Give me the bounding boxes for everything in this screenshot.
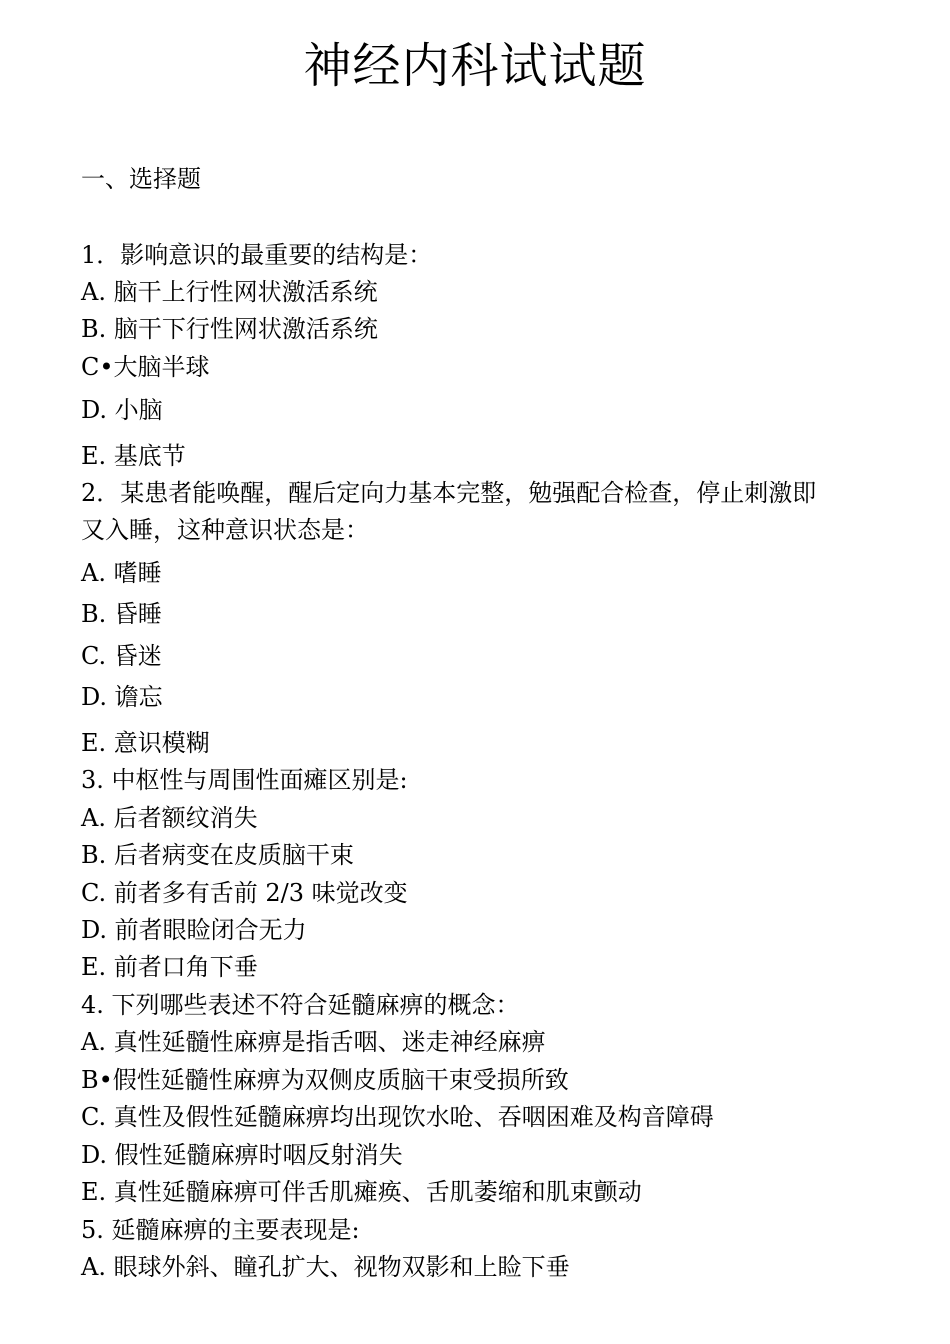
option-line: B. 后者病变在皮质脑干束 [81,841,354,869]
question-5: 5. 延髓麻痹的主要表现是: [81,1216,360,1244]
question-2: 2．某患者能唤醒，醒后定向力基本完整，勉强配合检查，停止刺激即 [81,479,817,507]
option-line: A. 真性延髓性麻痹是指舌咽、迷走神经麻痹 [81,1028,546,1056]
option-line: B•假性延髓性麻痹为双侧皮质脑干束受损所致 [81,1066,569,1094]
option-line: C. 真性及假性延髓麻痹均出现饮水呛、吞咽困难及构音障碍 [81,1103,714,1131]
section-heading: 一、选择题 [81,165,201,193]
option-line: B. 昏睡 [81,600,162,628]
option-line: B. 脑干下行性网状激活系统 [81,315,378,343]
option-line: D. 前者眼睑闭合无力 [81,916,307,944]
option-line: A. 眼球外斜、瞳孔扩大、视物双影和上睑下垂 [81,1253,570,1281]
question-4: 4. 下列哪些表述不符合延髓麻痹的概念： [81,991,520,1019]
option-line: A. 后者额纹消失 [81,804,258,832]
document-title: 神经内科试试题 [303,38,647,94]
option-line: D. 小脑 [81,396,163,424]
option-line: C. 前者多有舌前 2/3 味觉改变 [81,879,408,907]
option-line: E. 基底节 [81,442,186,470]
option-line: E. 意识模糊 [81,729,210,757]
question-3: 3. 中枢性与周围性面瘫区别是: [81,766,408,794]
question-1: 1．影响意识的最重要的结构是： [81,241,433,269]
option-line: C•大脑半球 [81,353,210,381]
option-line: A. 嗜睡 [81,559,162,587]
option-line: D. 谵忘 [81,683,163,711]
question-2-continued: 又入睡，这种意识状态是： [81,516,369,544]
option-line: C. 昏迷 [81,642,162,670]
option-line: E. 真性延髓麻痹可伴舌肌瘫痪、舌肌萎缩和肌束颤动 [81,1178,642,1206]
option-line: E. 前者口角下垂 [81,953,258,981]
option-line: A. 脑干上行性网状激活系统 [81,278,378,306]
option-line: D. 假性延髓麻痹时咽反射消失 [81,1141,403,1169]
